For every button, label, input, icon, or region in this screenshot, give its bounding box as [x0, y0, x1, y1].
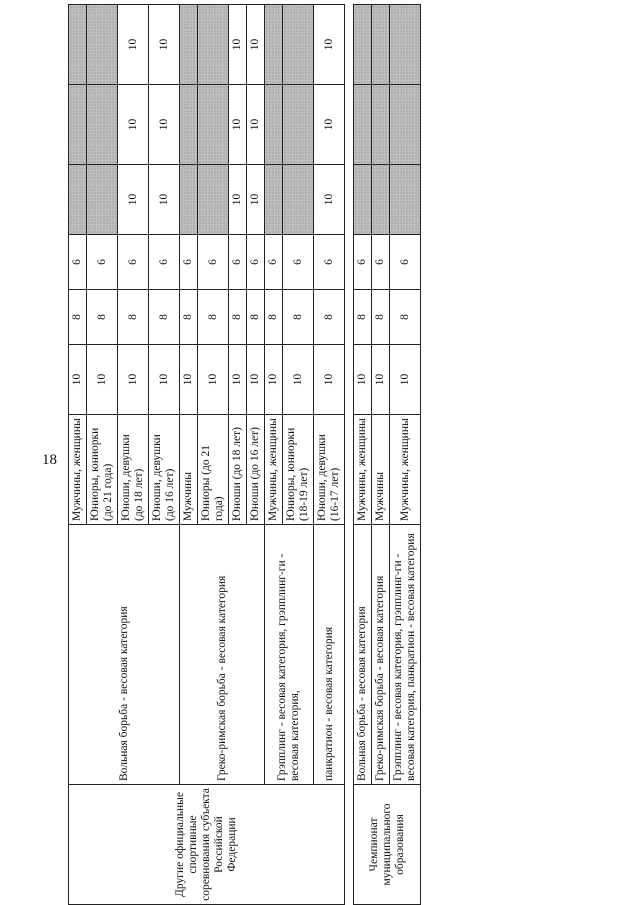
table-row [354, 5, 372, 905]
age-group-cell: Юноши (до 16 лет) [247, 415, 265, 525]
points-cell: 10 [149, 5, 180, 85]
points-cell: 10 [198, 345, 229, 415]
points-cell: 6 [149, 235, 180, 290]
section-separator [345, 5, 354, 905]
separator-cell [345, 5, 354, 905]
points-cell: 10 [283, 345, 314, 415]
points-cell: 8 [283, 290, 314, 345]
rotated-table-container [68, 5, 633, 905]
points-cell: 8 [314, 290, 345, 345]
shaded-empty-cell [265, 85, 283, 165]
shaded-empty-cell [87, 165, 118, 235]
points-cell: 6 [372, 235, 390, 290]
age-group-cell: Мужчины [180, 415, 198, 525]
points-cell: 10 [354, 345, 372, 415]
age-group-cell: Юниоры, юниорки (до 21 года) [87, 415, 118, 525]
shaded-empty-cell [87, 85, 118, 165]
points-cell: 8 [229, 290, 247, 345]
page-number: 18 [42, 452, 57, 468]
shaded-empty-cell [198, 85, 229, 165]
points-cell: 10 [390, 345, 421, 415]
points-cell: 10 [247, 5, 265, 85]
shaded-empty-cell [180, 85, 198, 165]
points-cell: 6 [354, 235, 372, 290]
age-group-cell: Мужчины, женщины [69, 415, 87, 525]
points-cell: 10 [118, 165, 149, 235]
discipline-cell: панкратион - весовая категория [314, 525, 345, 785]
shaded-empty-cell [87, 5, 118, 85]
points-cell: 8 [354, 290, 372, 345]
discipline-cell: Греко-римская борьба - весовая категория [180, 525, 265, 785]
table-row [372, 5, 390, 905]
age-group-cell: Юниоры (до 21 года) [198, 415, 229, 525]
shaded-empty-cell [354, 5, 372, 85]
table-row [180, 5, 198, 905]
competition-points-table [68, 4, 421, 905]
points-cell: 8 [149, 290, 180, 345]
shaded-empty-cell [283, 5, 314, 85]
shaded-empty-cell [180, 165, 198, 235]
points-cell: 6 [247, 235, 265, 290]
points-cell: 10 [314, 85, 345, 165]
shaded-empty-cell [265, 5, 283, 85]
age-group-cell: Мужчины, женщины [354, 415, 372, 525]
points-cell: 10 [247, 85, 265, 165]
competition-name-cell: Чемпионат муниципального образования [354, 785, 421, 905]
shaded-empty-cell [198, 165, 229, 235]
points-cell: 10 [314, 345, 345, 415]
discipline-cell: Вольная борьба - весовая категория [354, 525, 372, 785]
discipline-cell: Вольная борьба - весовая категория [69, 525, 180, 785]
shaded-empty-cell [372, 5, 390, 85]
shaded-empty-cell [372, 165, 390, 235]
points-cell: 10 [229, 85, 247, 165]
shaded-empty-cell [390, 165, 421, 235]
shaded-empty-cell [265, 165, 283, 235]
table-row [390, 5, 421, 905]
points-cell: 8 [180, 290, 198, 345]
shaded-empty-cell [69, 85, 87, 165]
table-row [69, 5, 87, 905]
shaded-empty-cell [69, 5, 87, 85]
points-cell: 10 [69, 345, 87, 415]
points-cell: 10 [118, 345, 149, 415]
age-group-cell: Юноши (до 18 лет) [229, 415, 247, 525]
points-cell: 10 [118, 5, 149, 85]
points-cell: 6 [69, 235, 87, 290]
points-cell: 6 [314, 235, 345, 290]
points-cell: 6 [180, 235, 198, 290]
points-cell: 10 [314, 165, 345, 235]
points-cell: 8 [118, 290, 149, 345]
age-group-cell: Юниоры, юниорки (18-19 лет) [283, 415, 314, 525]
points-cell: 8 [265, 290, 283, 345]
points-cell: 10 [265, 345, 283, 415]
points-cell: 6 [265, 235, 283, 290]
table-row [265, 5, 283, 905]
points-cell: 6 [390, 235, 421, 290]
points-cell: 6 [198, 235, 229, 290]
discipline-cell: Греко-римская борьба - весовая категория [372, 525, 390, 785]
points-cell: 10 [149, 165, 180, 235]
points-cell: 10 [247, 165, 265, 235]
points-cell: 8 [372, 290, 390, 345]
points-cell: 8 [198, 290, 229, 345]
age-group-cell: Мужчины, женщины [390, 415, 421, 525]
shaded-empty-cell [354, 85, 372, 165]
points-cell: 10 [247, 345, 265, 415]
points-cell: 8 [69, 290, 87, 345]
shaded-empty-cell [198, 5, 229, 85]
discipline-cell: Грэпплинг - весовая категория, грэпплинг-ги - весовая категория, [265, 525, 314, 785]
shaded-empty-cell [180, 5, 198, 85]
competition-name-cell: Другие официальные спортивные соревнования субъекта Российской Федерации [69, 785, 345, 905]
points-cell: 10 [372, 345, 390, 415]
points-cell: 8 [87, 290, 118, 345]
points-cell: 10 [229, 345, 247, 415]
shaded-empty-cell [283, 165, 314, 235]
points-cell: 10 [314, 5, 345, 85]
age-group-cell: Юноши, девушки (16-17 лет) [314, 415, 345, 525]
points-cell: 10 [149, 345, 180, 415]
points-cell: 8 [247, 290, 265, 345]
points-cell: 6 [118, 235, 149, 290]
shaded-empty-cell [372, 85, 390, 165]
discipline-cell: Грэпплинг - весовая категория, грэпплинг-ги - весовая категория, панкратион - весовая категория [390, 525, 421, 785]
shaded-empty-cell [390, 5, 421, 85]
age-group-cell: Мужчины [372, 415, 390, 525]
points-cell: 10 [149, 85, 180, 165]
age-group-cell: Юноши, девушки (до 18 лет) [118, 415, 149, 525]
shaded-empty-cell [390, 85, 421, 165]
shaded-empty-cell [354, 165, 372, 235]
shaded-empty-cell [283, 85, 314, 165]
points-cell: 10 [87, 345, 118, 415]
points-cell: 8 [390, 290, 421, 345]
age-group-cell: Юноши, девушки (до 16 лет) [149, 415, 180, 525]
points-cell: 10 [118, 85, 149, 165]
age-group-cell: Мужчины, женщины [265, 415, 283, 525]
table-row [314, 5, 345, 905]
points-cell: 6 [87, 235, 118, 290]
points-cell: 10 [229, 5, 247, 85]
points-cell: 10 [180, 345, 198, 415]
points-cell: 6 [283, 235, 314, 290]
shaded-empty-cell [69, 165, 87, 235]
points-cell: 6 [229, 235, 247, 290]
points-cell: 10 [229, 165, 247, 235]
